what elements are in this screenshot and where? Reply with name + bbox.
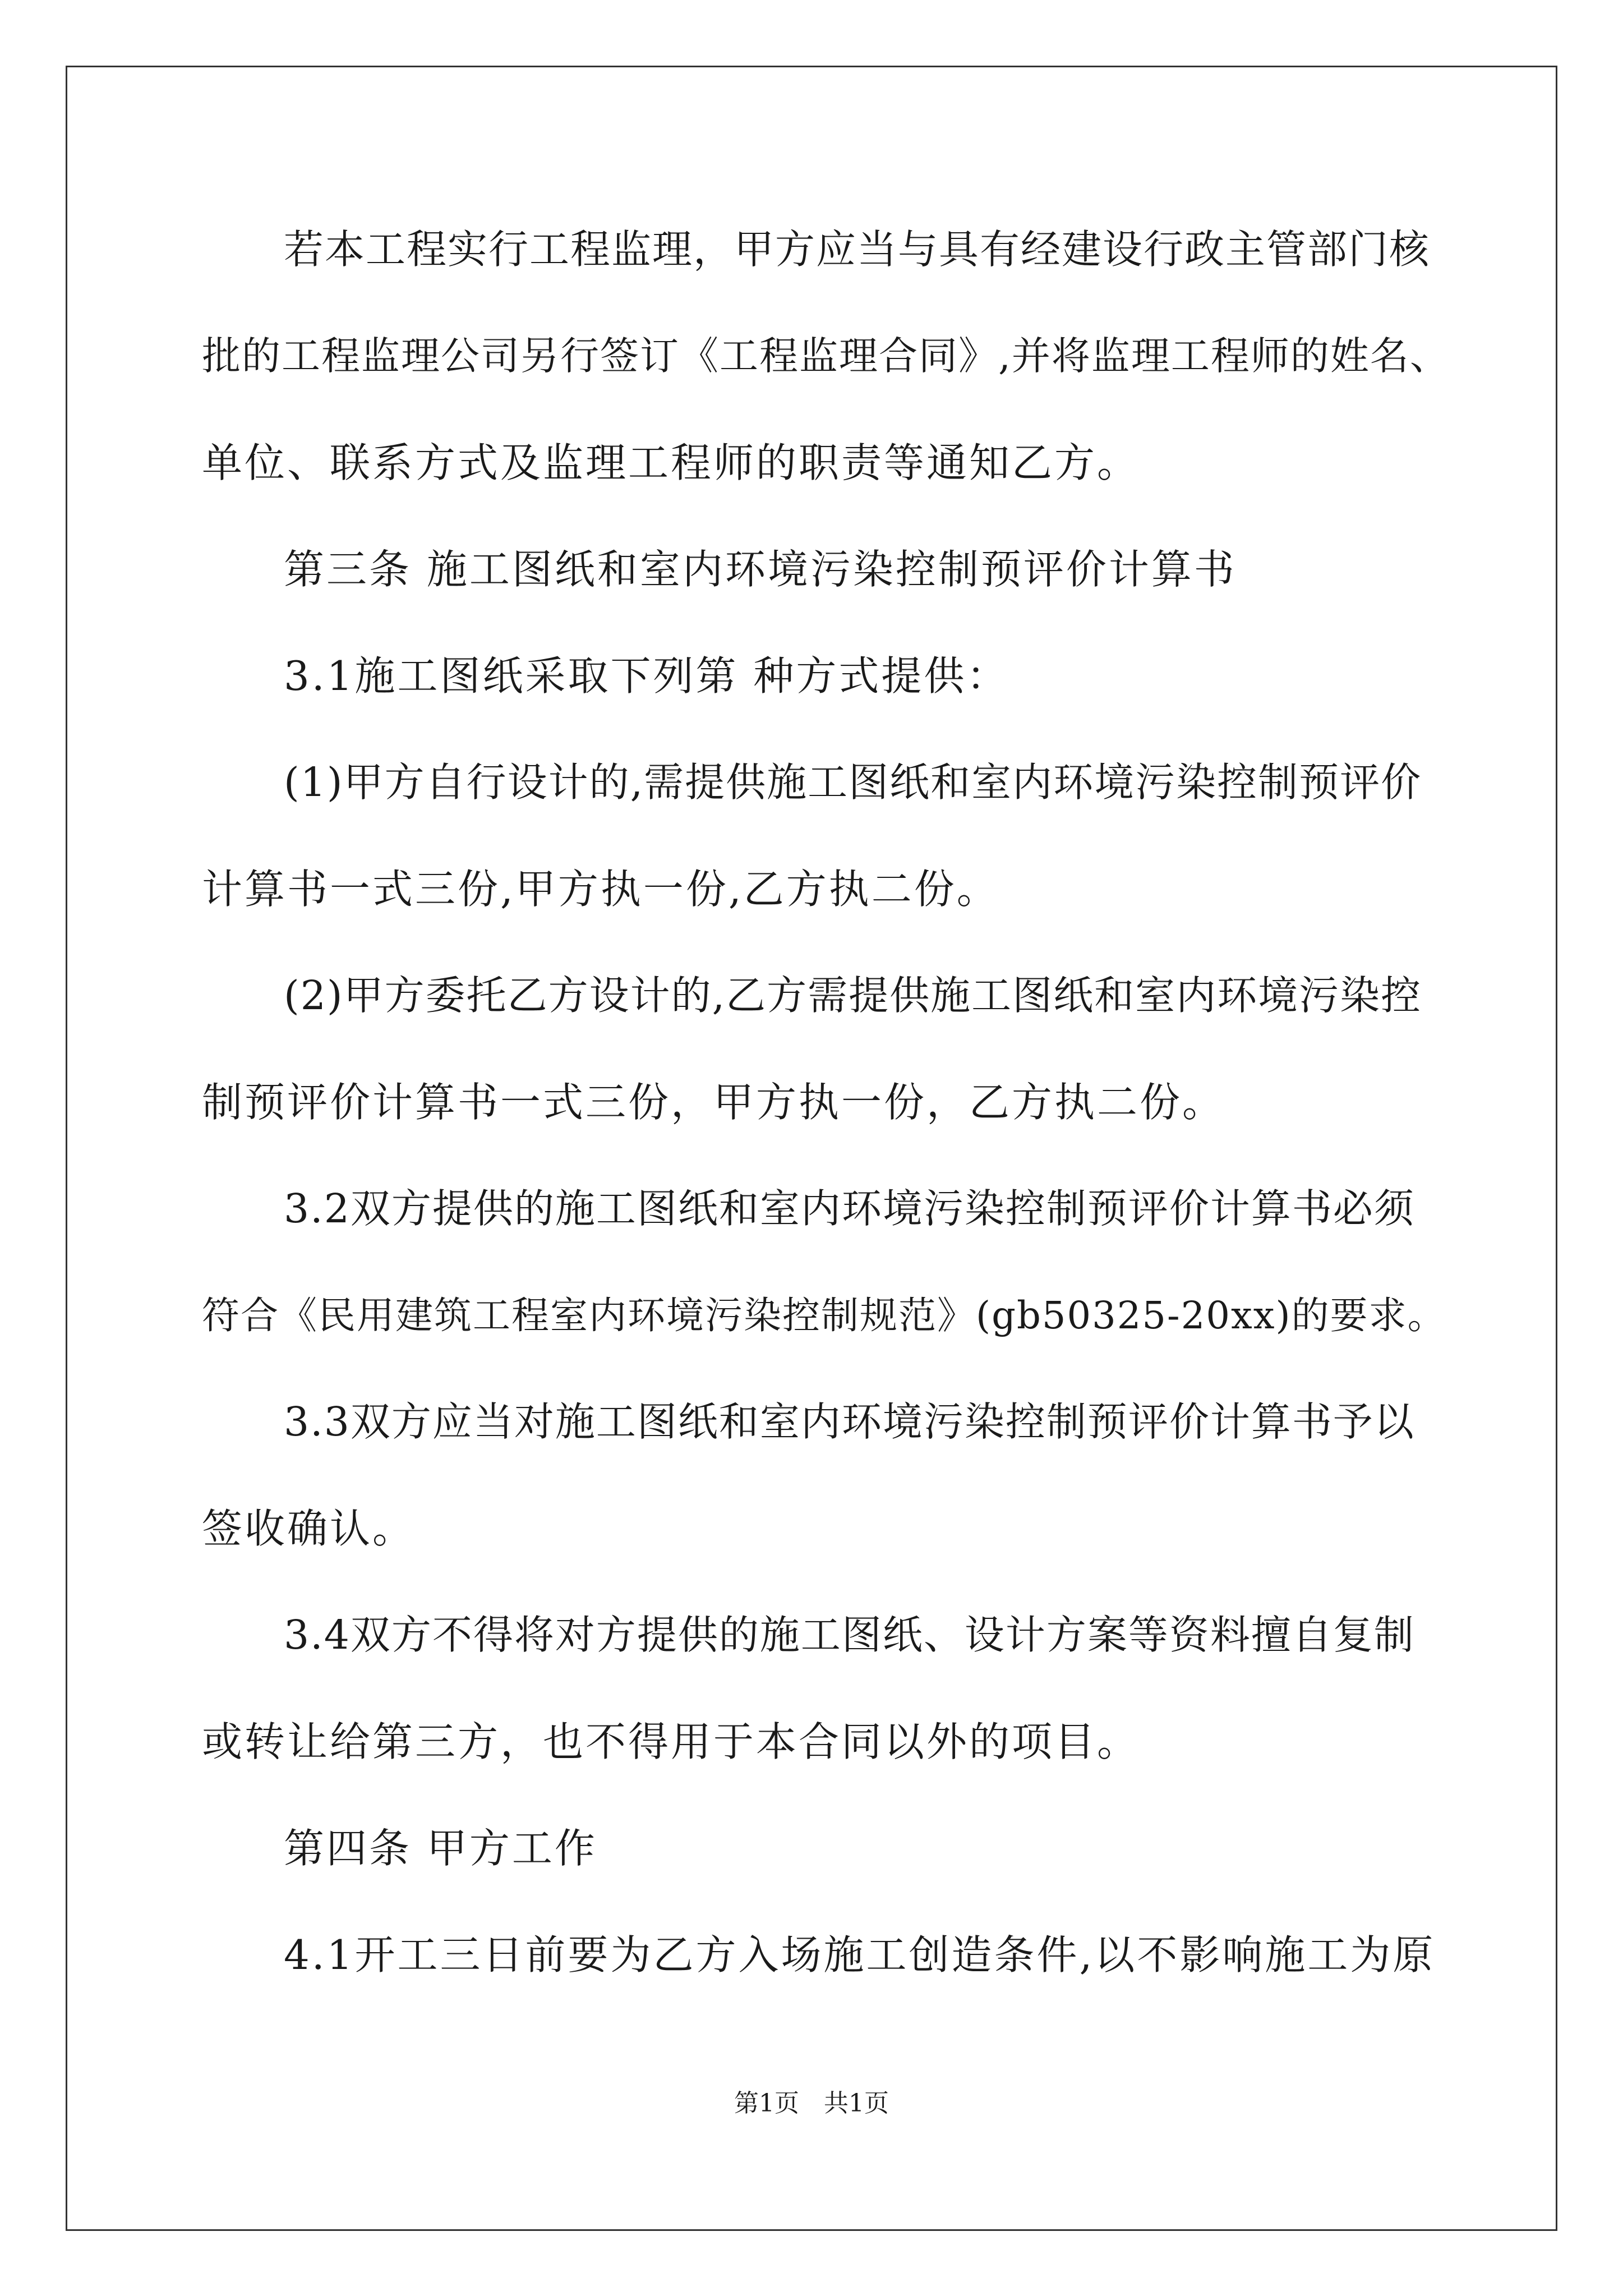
text-line: 批的工程监理公司另行签订《工程监理合同》,并将监理工程师的姓名、 bbox=[202, 334, 1450, 379]
text-line: 计算书一式三份,甲方执一份,乙方执二份。 bbox=[202, 866, 999, 913]
page-footer: 第1页 共1页 bbox=[734, 2089, 889, 2118]
text-line: (2)甲方委托乙方设计的,乙方需提供施工图纸和室内环境污染控 bbox=[284, 972, 1422, 1019]
text-line: 制预评价计算书一式三份，甲方执一份，乙方执二份。 bbox=[202, 1079, 1225, 1126]
document-body bbox=[202, 208, 1450, 2019]
text-line: 单位、联系方式及监理工程师的职责等通知乙方。 bbox=[202, 439, 1140, 486]
text-line: 或转让给第三方，也不得用于本合同以外的项目。 bbox=[202, 1718, 1140, 1765]
text-line: 签收确认。 bbox=[202, 1505, 416, 1552]
text-line: (1)甲方自行设计的,需提供施工图纸和室内环境污染控制预评价 bbox=[284, 759, 1422, 806]
text-line: 3.2双方提供的施工图纸和室内环境污染控制预评价计算书必须 bbox=[284, 1185, 1415, 1232]
text-line: 4.1开工三日前要为乙方入场施工创造条件,以不影响施工为原 bbox=[284, 1931, 1436, 1978]
text-line: 第四条 甲方工作 bbox=[284, 1825, 597, 1872]
text-line: 3.4双方不得将对方提供的施工图纸、设计方案等资料擅自复制 bbox=[284, 1612, 1415, 1658]
text-line: 第三条 施工图纸和室内环境污染控制预评价计算书 bbox=[284, 546, 1237, 593]
text-line: 3.1施工图纸采取下列第 种方式提供： bbox=[284, 652, 1009, 700]
text-line: 若本工程实行工程监理，甲方应当与具有经建设行政主管部门核 bbox=[284, 226, 1431, 273]
text-line: 符合《民用建筑工程室内环境污染控制规范》(gb50325-20xx)的要求。 bbox=[202, 1294, 1446, 1337]
text-line: 3.3双方应当对施工图纸和室内环境污染控制预评价计算书予以 bbox=[284, 1398, 1415, 1445]
